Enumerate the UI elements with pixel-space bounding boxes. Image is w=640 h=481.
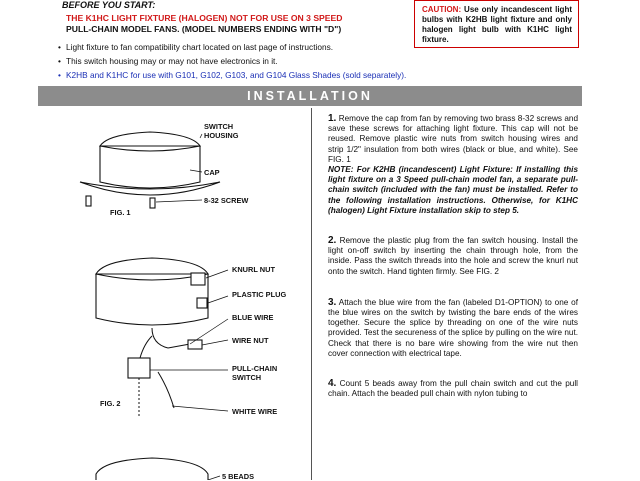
label-5-beads: 5 BEADS — [222, 472, 255, 481]
list-item-blue: • K2HB and K1HC for use with G101, G102, G103, and G104 Glass Shades (sold separately). — [58, 70, 407, 80]
section-title: INSTALLATION — [38, 86, 582, 106]
step-1: 1. Remove the cap from fan by removing two brass 8-32 screws and save these screws for attaching light fixture. This cap will not be reused. Remove plastic wire nuts from switch housing wires and strip 1/2" insulation from both wires (black or blue, and white). See FIG. 1 — [328, 113, 578, 164]
prerequisite-list — [58, 40, 406, 82]
fig2-lead-plastic-plug — [208, 296, 228, 303]
list-item: • Light fixture to fan compatibility chart located on last page of instructions. — [58, 42, 334, 52]
fig2-switch-wire — [140, 336, 152, 358]
label-pull-chain-switch: PULL-CHAIN SWITCH — [232, 364, 278, 382]
fig2-knurl-nut — [191, 273, 205, 285]
caution-box — [414, 0, 579, 48]
list-item: • This switch housing may or may not have electronics in it. — [58, 56, 278, 66]
step-1-note: NOTE: For K2HB (incandescent) Light Fixture: If installing this light fixture on a 3 Speed pull-chain model fan, a separate pull-chain switch (included with the fan) must be installed. Refer to the following installation instructions. Otherwise, for K1HC (halogen) Light Fixture installation skip to step 5. — [328, 165, 578, 215]
step-4: 4. Count 5 beads away from the pull chain switch and cut the pull chain. Attach the beaded pull chain with nylon tubing to — [328, 378, 578, 399]
fig2-lead-wire-nut — [202, 340, 228, 345]
fig1-housing-body — [100, 146, 200, 188]
fig1-screw-right — [150, 198, 155, 208]
fig1-lead-screw — [156, 200, 202, 202]
bullet-icon: • — [58, 70, 61, 80]
fig1-drawing — [80, 132, 220, 208]
fig1-lead-switch-housing — [200, 134, 202, 138]
label-white-wire: WHITE WIRE — [232, 407, 278, 416]
fig3-housing — [96, 458, 208, 480]
fig3-lead-beads — [208, 476, 220, 480]
label-wire-nut: WIRE NUT — [232, 336, 269, 345]
fig1-screw-left — [86, 196, 91, 206]
fig2-white-wire — [158, 372, 174, 408]
fig1-housing-top — [100, 132, 200, 146]
fig2-caption: FIG. 2 — [100, 399, 121, 408]
label-switch-housing: SWITCH HOUSING — [204, 122, 239, 140]
fig2-lead-blue-wire — [190, 319, 228, 344]
column-divider — [311, 108, 312, 480]
label-8-32-screw: 8-32 SCREW — [204, 196, 249, 205]
fig2-lead-white-wire — [172, 406, 228, 411]
fig2-wire-nut — [188, 340, 202, 349]
installation-steps — [328, 114, 578, 399]
label-plastic-plug: PLASTIC PLUG — [232, 290, 287, 299]
bullet-icon: • — [58, 56, 61, 66]
step-2: 2. Remove the plastic plug from the fan switch housing. Install the light on-off switch by inserting the chain through hole, from the inside. Pass the switch threads into the hole and screw the knurl nut onto the switch. Hand tighten firmly. See FIG. 2 — [328, 235, 578, 276]
halogen-warning-red: THE K1HC LIGHT FIXTURE (HALOGEN) NOT FOR USE ON 3 SPEED — [66, 13, 343, 23]
label-knurl-nut: KNURL NUT — [232, 265, 275, 274]
caution-label: CAUTION: — [422, 5, 462, 14]
before-you-start-heading: BEFORE YOU START: — [62, 0, 156, 10]
fig2-housing-top — [96, 258, 208, 274]
caution-text: Use only incandescent light bulbs with K2HB light fixture and only halogen light bulb with K1HC light fixture. — [422, 5, 572, 44]
fig2-pull-chain-switch — [128, 358, 150, 378]
fig2-lead-knurl-nut — [206, 270, 228, 278]
halogen-warning-black: PULL-CHAIN MODEL FANS. (MODEL NUMBERS ENDING WITH "D") — [66, 24, 342, 34]
fig2-drawing — [96, 258, 228, 416]
bullet-icon: • — [58, 42, 61, 52]
label-cap: CAP — [204, 168, 220, 177]
fig2-blue-wire — [168, 344, 190, 348]
fig3-drawing — [96, 458, 220, 480]
step-3: 3. Attach the blue wire from the fan (labeled D1-OPTION) to one of the blue wires on the switch by twisting the bare ends of the wires together. Secure the splice by threading on one of the wire nuts provided. Test the secureness of the splice by pulling on the wire nut. Check that there is no bare wire showing from the wire nut then cover connection with electrical tape. — [328, 296, 578, 358]
fig2-wire-bundle — [152, 328, 168, 348]
label-blue-wire: BLUE WIRE — [232, 313, 274, 322]
fig1-caption: FIG. 1 — [110, 208, 131, 217]
fig2-plastic-plug — [197, 298, 207, 308]
